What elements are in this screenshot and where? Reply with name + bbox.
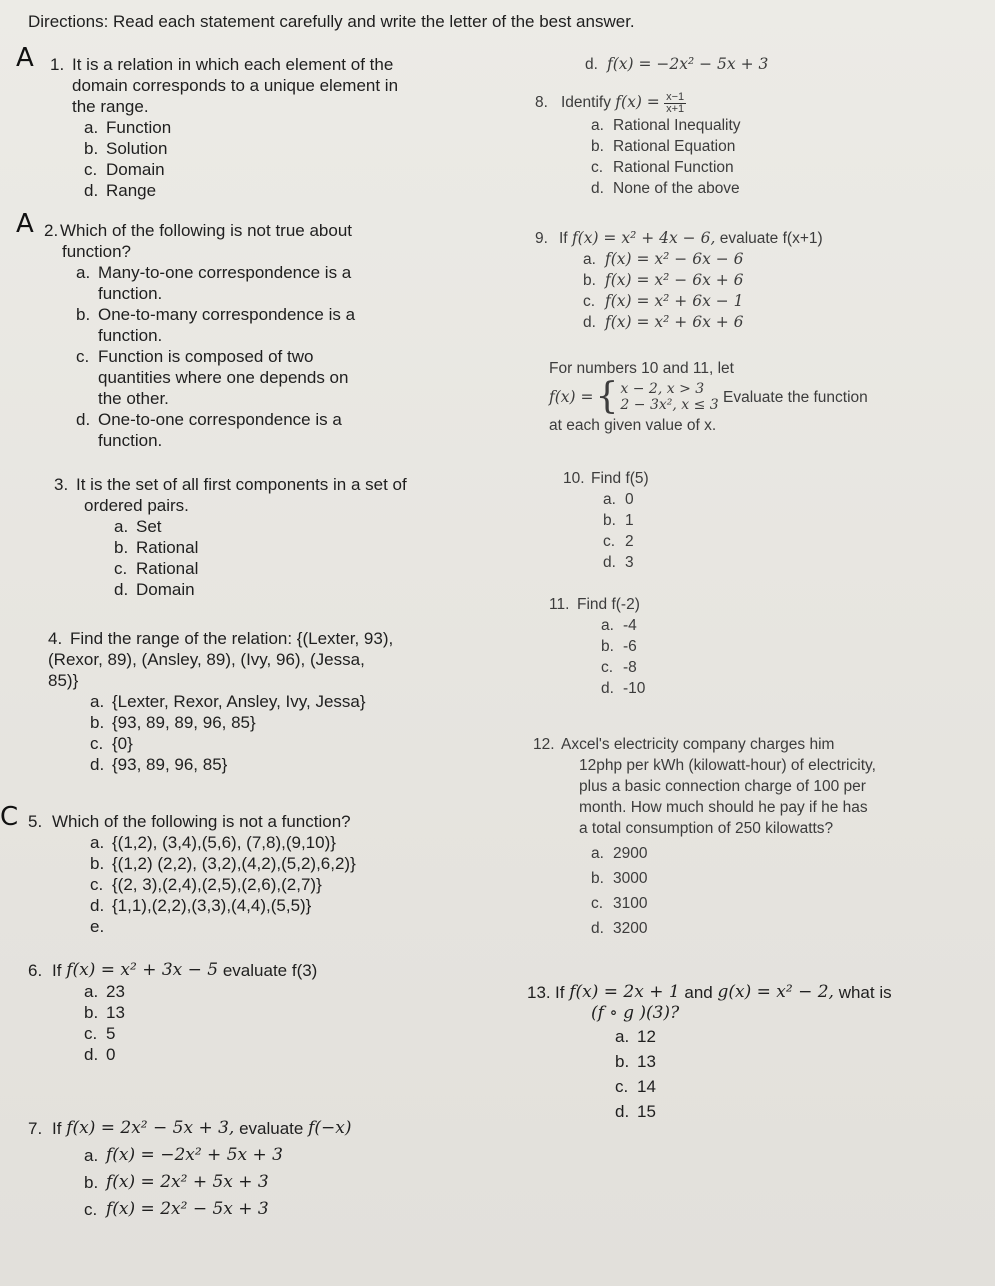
- piecewise-definition: For numbers 10 and 11, let f(x) = { x − 2, x > 3 2 − 3x², x ≤ 3 Evaluate the function at each given value of x.: [549, 360, 868, 434]
- option-a: a. 2900: [591, 845, 648, 862]
- question-stem: Find the range of the relation: {(Lexter, 93),: [70, 629, 394, 648]
- option-b: b. f(x) = 2x² + 5x + 3: [84, 1172, 269, 1192]
- option-d: d. f(x) = x² + 6x + 6: [583, 313, 744, 331]
- option-a: a. Set: [114, 517, 162, 536]
- option-c: c. Function is composed of two: [76, 347, 314, 366]
- question-1: A 1. It is a relation in which each element of the domain corresponds to a unique element in the range. a. Function b. Solution c. Domain d. Range: [16, 43, 399, 200]
- option-a: a. Many-to-one correspondence is a: [76, 263, 352, 282]
- option-b: b. Rational Equation: [591, 138, 736, 155]
- question-3: 3. It is the set of all first components in a set of ordered pairs. a. Set b. Rational c. Rational d. Domain: [28, 474, 407, 600]
- option-a: a. 12: [615, 1027, 656, 1046]
- option-d: d. None of the above: [591, 180, 740, 197]
- option-d: d. 3: [603, 554, 634, 571]
- question-stem: the range.: [72, 97, 149, 116]
- question-13: 13. If f(x) = 2x + 1 and g(x) = x² − 2, what is (f ∘ g )(3)? a. 12 b. 13 c. 14 d. 15: [527, 982, 982, 1122]
- question-stem: domain corresponds to a unique element in: [72, 76, 399, 95]
- option-d: d. 3200: [591, 920, 648, 937]
- question-12: 12. Axcel's electricity company charges him 12php per kWh (kilowatt-hour) of electricity, plus a basic connection charge of 100 per month. How much should he pay if he has a total consumption of 250 kilowatts? a. 2900 b. 3000 c. 3100 d. 3200: [533, 734, 983, 939]
- option-a: a. 23: [84, 982, 125, 1001]
- answer-mark: A: [16, 209, 34, 239]
- option-d: d. -10: [601, 680, 646, 697]
- option-c: c. 5: [84, 1024, 116, 1043]
- option-b: b. 3000: [591, 870, 648, 887]
- question-4: 4. Find the range of the relation: {(Lexter, 93), (Rexor, 89), (Ansley, 89), (Ivy, 96), (Jessa, 85)} a. {Lexter, Rexor, Ansley, Ivy, Jessa} b. {93, 89, 89, 96, 85} c. {0} d. {93, 89, 96, 85}: [28, 628, 393, 775]
- question-6: 6. If f(x) = x² + 3x − 5 evaluate f(3) a. 23 b. 13 c. 5 d. 0: [28, 960, 318, 1064]
- option-a: a. {Lexter, Rexor, Ansley, Ivy, Jessa}: [90, 692, 366, 711]
- option-a: a. {(1,2), (3,4),(5,6), (7,8),(9,10)}: [90, 833, 336, 852]
- option-c: c. Domain: [84, 160, 165, 179]
- option-d: d. Range: [84, 181, 157, 200]
- option-c: c. -8: [601, 659, 637, 676]
- question-stem: Which of the following is not a function?: [52, 812, 351, 831]
- option-c: c. f(x) = x² + 6x − 1: [583, 292, 744, 310]
- option-d: d. One-to-one correspondence is a: [76, 410, 342, 429]
- option-a: a. f(x) = x² − 6x − 6: [583, 250, 744, 268]
- option-e: e.: [90, 917, 105, 936]
- option-d: d. {93, 89, 96, 85}: [90, 755, 228, 774]
- option-b: b. Rational: [114, 538, 199, 557]
- option-c: c. 2: [603, 533, 634, 550]
- question-2: A 2. Which of the following is not true about function? a. Many-to-one correspondence is a function. b. One-to-many correspondence is a function. c. Function is composed of two quantities where one depends on the other. d. One-to-one correspondence is a function.: [16, 209, 356, 450]
- option-c: c. {0}: [90, 734, 133, 753]
- question-stem: It is the set of all first components in a set of: [76, 475, 407, 494]
- option-a: a. 0: [603, 491, 634, 508]
- question-7-option-d: d. f(x) = −2x² − 5x + 3: [585, 55, 769, 73]
- option-b: b. Solution: [84, 139, 168, 158]
- option-a: a. Function: [84, 118, 172, 137]
- option-b: b. 13: [615, 1052, 656, 1071]
- question-10: 10. Find f(5) a. 0 b. 1 c. 2 d. 3: [563, 470, 649, 571]
- option-a: a. -4: [601, 617, 637, 634]
- question-5: C 5. Which of the following is not a function? a. {(1,2), (3,4),(5,6), (7,8),(9,10)} b. {(1,2) (2,2), (3,2),(4,2),(5,2),6,2)} c. {(2, 3),(2,4),(2,5),(2,6),(2,7)} d. {1,1),(2,2),(3,3),(4,4),(5,5)} e.: [0, 802, 356, 936]
- question-9: 9. If f(x) = x² + 4x − 6, evaluate f(x+1) a. f(x) = x² − 6x − 6 b. f(x) = x² − 6x + 6 c. f(x) = x² + 6x − 1 d. f(x) = x² + 6x + 6: [535, 229, 823, 331]
- option-b: b. f(x) = x² − 6x + 6: [583, 271, 744, 289]
- option-b: b. 1: [603, 512, 634, 529]
- answer-mark: C: [0, 802, 19, 832]
- option-c: c. 3100: [591, 895, 648, 912]
- option-b: b. One-to-many correspondence is a: [76, 305, 356, 324]
- option-c: c. f(x) = 2x² − 5x + 3: [84, 1199, 269, 1219]
- question-8: 8. Identify f(x) = $\frac{x-1}{x+1}$ a. Rational Inequality b. Rational Equation c. Rational Function d. None of the above: [535, 91, 741, 197]
- question-stem: Which of the following is not true about: [60, 221, 352, 240]
- option-c: c. Rational: [114, 559, 199, 578]
- directions: Directions: Read each statement carefully and write the letter of the best answer.: [28, 12, 635, 31]
- option-c: c. Rational Function: [591, 159, 734, 176]
- option-b: b. 13: [84, 1003, 125, 1022]
- option-b: b. -6: [601, 638, 637, 655]
- option-a: a. f(x) = −2x² + 5x + 3: [84, 1145, 283, 1165]
- option-d: d. {1,1),(2,2),(3,3),(4,4),(5,5)}: [90, 896, 312, 915]
- option-c: c. {(2, 3),(2,4),(2,5),(2,6),(2,7)}: [90, 875, 322, 894]
- answer-mark: A: [16, 43, 34, 73]
- option-c: c. 14: [615, 1077, 656, 1096]
- question-7: 7. If f(x) = 2x² − 5x + 3, evaluate f(−x) a. f(x) = −2x² + 5x + 3 b. f(x) = 2x² + 5x + 3 c. f(x) = 2x² − 5x + 3: [28, 1118, 352, 1219]
- question-stem: It is a relation in which each element of the: [72, 55, 394, 74]
- option-b: b. {93, 89, 89, 96, 85}: [90, 713, 256, 732]
- option-d: d. 0: [84, 1045, 116, 1064]
- question-11: 11. Find f(-2) a. -4 b. -6 c. -8 d. -10: [549, 596, 646, 697]
- option-b: b. {(1,2) (2,2), (3,2),(4,2),(5,2),6,2)}: [90, 854, 356, 873]
- option-d: d. Domain: [114, 580, 195, 599]
- option-a: a. Rational Inequality: [591, 117, 741, 134]
- option-d: d. 15: [615, 1102, 656, 1121]
